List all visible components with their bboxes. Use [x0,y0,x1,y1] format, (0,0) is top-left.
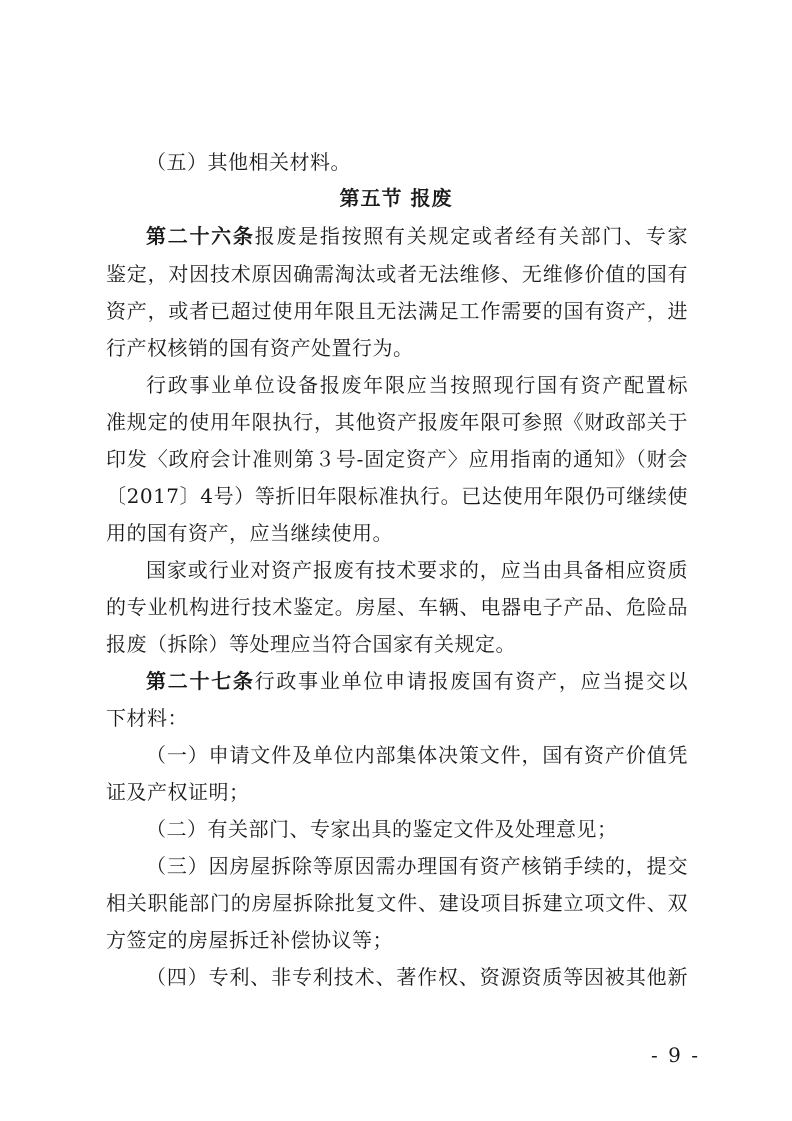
article-26-text-1: 报废是指按照有关规定或者经有关部门、专家 [254,224,689,248]
article-27-text-1: 行政事业单位申请报废国有资产，应当提交以 [254,669,689,693]
paragraph-2-line-2: 准规定的使用年限执行，其他资产报废年限可参照《财政部关于 [106,410,688,434]
paragraph-2-line-4: 〔2017〕4号）等折旧年限标准执行。已达使用年限仍可继续使 [106,484,688,508]
article-26-line-2: 鉴定，对因技术原因确需淘汰或者无法维修、无维修价值的国有 [106,262,688,286]
article-26-label: 第二十六条 [146,224,255,248]
article-26-line-3: 资产，或者已超过使用年限且无法满足工作需要的国有资产，进 [106,299,688,323]
paragraph-2-line-5: 用的国有资产，应当继续使用。 [106,521,393,545]
article-27-label: 第二十七条 [146,669,255,693]
item-one-line-2: 证及产权证明； [106,780,250,804]
item-four-line-1: （四）专利、非专利技术、著作权、资源资质等因被其他新 [146,965,688,989]
section-heading: 第五节 报废 [339,186,453,210]
paragraph-2-line-1: 行政事业单位设备报废年限应当按照现行国有资产配置标 [146,373,688,397]
item-five-text: （五）其他相关材料。 [146,150,351,174]
item-three-line-2: 相关职能部门的房屋拆除批复文件、建设项目拆建立项文件、双 [106,891,688,915]
paragraph-3-line-3: 报废（拆除）等处理应当符合国家有关规定。 [106,632,516,656]
paragraph-3-line-2: 的专业机构进行技术鉴定。房屋、车辆、电器电子产品、危险品 [106,595,688,619]
paragraph-3-line-1: 国家或行业对资产报废有技术要求的，应当由具备相应资质 [146,558,688,582]
article-27-line-1 [146,667,688,695]
item-five-line [146,148,688,176]
article-26-line-4: 行产权核销的国有资产处置行为。 [106,336,414,360]
page-number: - 9 - [651,1043,700,1067]
item-two-line: （二）有关部门、专家出具的鉴定文件及处理意见； [146,817,618,841]
item-one-line-1: （一）申请文件及单位内部集体决策文件，国有资产价值凭 [146,743,688,767]
item-three-line-3: 方签定的房屋拆迁补偿协议等； [106,928,393,952]
item-three-line-1: （三）因房屋拆除等原因需办理国有资产核销手续的，提交 [146,854,688,878]
article-26-line-1 [146,222,688,250]
paragraph-2-line-3: 印发〈政府会计准则第３号-固定资产〉应用指南的通知》（财会 [106,447,688,471]
article-27-line-2: 下材料： [106,706,188,730]
